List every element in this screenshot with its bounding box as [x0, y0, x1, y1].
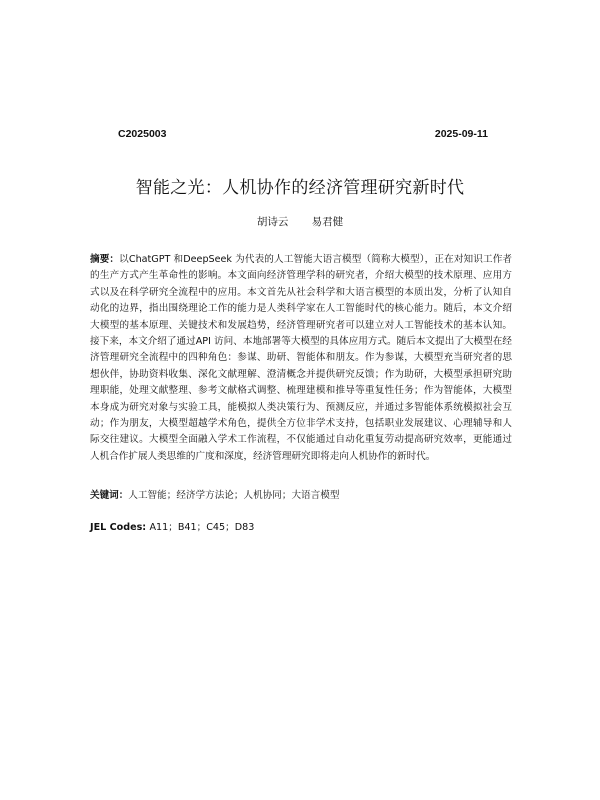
author-name: 易君健 [311, 216, 344, 228]
jel-label: JEL Codes: [90, 522, 150, 533]
abstract-paragraph [90, 252, 512, 465]
abstract-label: 摘要： [90, 254, 120, 265]
author-name: 胡诗云 [256, 216, 289, 228]
jel-codes-line [90, 520, 512, 536]
keywords-line [90, 488, 512, 504]
publication-date: 2025-09-11 [434, 128, 488, 140]
document-id: C2025003 [118, 128, 167, 140]
keywords-text: 人工智能；经济学方法论；人机协同；大语言模型 [128, 490, 340, 501]
jel-text: A11；B41；C45；D83 [149, 522, 255, 533]
abstract-text: 以ChatGPT 和DeepSeek 为代表的人工智能大语言模型（简称大模型），正在对知识工作者的生产方式产生革命性的影响。本文面向经济管理学科的研究者，介绍大模型的技术原理、应用方式以及在科学研究全流程中的应用。本文首先从社会科学和大语言模型的本质出发，分析了认知自动化的边界，指出围绕理论工作的能力是人类科学家在人工智能时代的核心能力。随后，本文介绍大模型的基本原理、关键技术和发展趋势，经济管理研究者可以建立对人工智能技术的基本认知。接下来，本文介绍了通过API 访问、本地部署等大模型的具体应用方式。随后本文提出了大模型在经济管理研究全流程中的四种角色：参谋、助研、智能体和朋友。作为参谋，大模型充当研究者的思想伙伴，协助资料收集、深化文献理解、澄清概念并提供研究反馈；作为助研，大模型承担研究助理职能，处理文献整理、参考文献格式调整、梳理建模和推导等重复性任务；作为智能体，大模型本身成为研究对象与实验工具，能模拟人类决策行为、预测反应，并通过多智能体系统模拟社会互动；作为朋友，大模型超越学术角色，提供全方位非学术支持，包括职业发展建议、心理辅导和人际交往建议。大模型全面融入学术工作流程，不仅能通过自动化重复劳动提高研究效率，更能通过人机合作扩展人类思维的广度和深度，经济管理研究即将走向人机协作的新时代。 [90, 254, 513, 462]
author-list [0, 214, 600, 230]
paper-title: 智能之光：人机协作的经济管理研究新时代 [135, 178, 465, 198]
paper-header [118, 127, 488, 141]
keywords-label: 关键词： [90, 490, 129, 501]
